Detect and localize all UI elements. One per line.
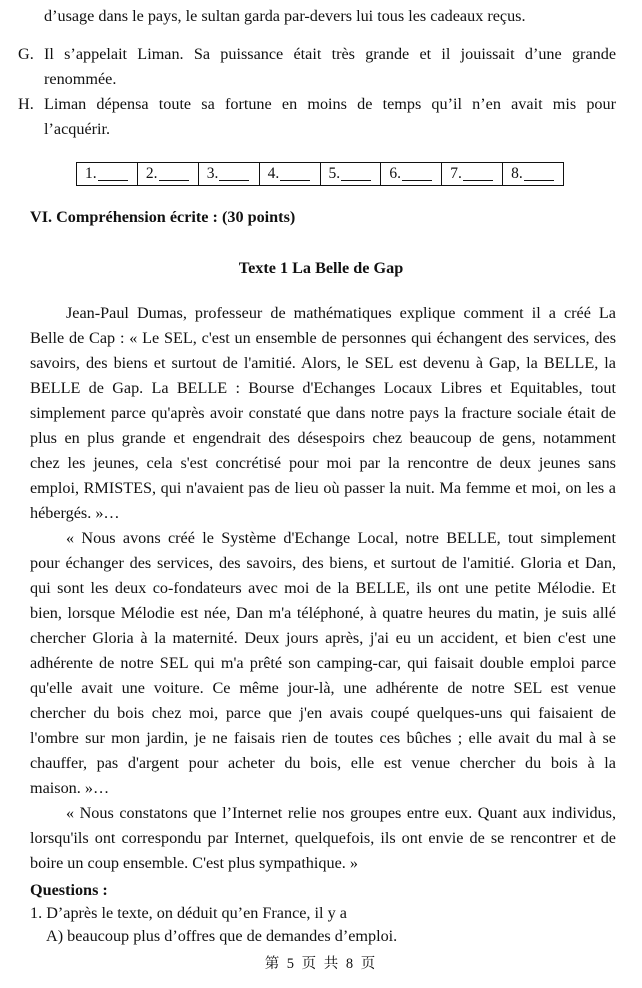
paragraph-1-line-5: simplement parce qu'après avoir constaté que dans notre pays la fracture sociale était de xyxy=(30,404,616,422)
paragraph-2-line-2: pour échanger des services, des savoirs, des biens, et surtout de l'amitié. Gloria et Dan, xyxy=(30,554,616,572)
answer-cell-6[interactable]: 6. xyxy=(381,163,442,185)
paragraph-1-line-2: Belle de Cap : « Le SEL, c'est un ensemble de personnes qui échangent des services, des xyxy=(30,329,616,347)
question-1-option-a: A) beaucoup plus d’offres que de demandes d’emploi. xyxy=(46,927,398,945)
paragraph-2-line-9: l'ombre sur mon jardin, je ne faisais rien de toutes ces bûches ; elle avait du mal à se xyxy=(30,729,616,747)
paragraph-2-line-11: maison. »… xyxy=(30,779,110,797)
paragraph-3-line-2: lorsqu'ils ont correspondu par Internet, quelquefois, ils ont envie de se rencontrer et de xyxy=(30,829,616,847)
option-g-label: G. xyxy=(18,45,34,63)
text-title: Texte 1 La Belle de Gap xyxy=(238,259,404,277)
answer-grid xyxy=(76,162,564,186)
paragraph-1-line-1: Jean-Paul Dumas, professeur de mathématiques explique comment il a créé La xyxy=(66,304,616,322)
paragraph-1-line-9: hébergés. »… xyxy=(30,504,120,522)
paragraph-1-line-6: plus en plus grande et engendrait des désespoirs chez beaucoup de gens, notamment xyxy=(30,429,616,447)
page-footer: 第 5 页 共 8 页 xyxy=(264,956,378,972)
section-heading: VI. Compréhension écrite : (30 points) xyxy=(30,208,296,226)
answer-cell-5[interactable]: 5. xyxy=(321,163,382,185)
answer-cell-1[interactable]: 1. xyxy=(77,163,138,185)
paragraph-2-line-6: adhérente de notre SEL qui m'a prêté son camping-car, qui faisait double emploi parce xyxy=(30,654,616,672)
paragraph-1-line-8: emploi, RMISTES, qui n'avaient pas de lieu où passer la nuit. Ma femme et moi, on les a xyxy=(30,479,616,497)
paragraph-2-line-7: qu'elle avait une voiture. Ce même jour-là, une adhérente de notre SEL est venue xyxy=(30,679,616,697)
paragraph-1-line-4: BELLE de Gap. La BELLE : Bourse d'Echanges Locaux Libres et Equitables, tout xyxy=(30,379,616,397)
paragraph-1-line-7: chez les jeunes, cela s'est concrétisé pour moi par la rencontre de deux jeunes sans xyxy=(30,454,616,472)
paragraph-2-line-8: chercher du bois chez moi, parce que j'en avais coupé quelques-uns qui faisaient de xyxy=(30,704,616,722)
paragraph-1-line-3: savoirs, des biens et surtout de l'amitié. Alors, le SEL est devenu à Gap, la BELLE, la xyxy=(30,354,616,372)
option-h-line-1: Liman dépensa toute sa fortune en moins de temps qu’il n’en avait mis pour xyxy=(44,95,616,113)
questions-heading: Questions : xyxy=(30,881,108,899)
option-f-continuation: d’usage dans le pays, le sultan garda par-devers lui tous les cadeaux reçus. xyxy=(44,7,526,25)
option-g-line-2: renommée. xyxy=(44,70,117,88)
answer-cell-2[interactable]: 2. xyxy=(138,163,199,185)
answer-cell-3[interactable]: 3. xyxy=(199,163,260,185)
answer-cell-8[interactable]: 8. xyxy=(503,163,563,185)
paragraph-2-line-10: chauffer, pas d'argent pour acheter du bois, elle est venue chercher du bois à la xyxy=(30,754,616,772)
paragraph-2-line-3: qui sont les deux co-fondateurs avec moi de la BELLE, ils ont une petite Mélodie. Et xyxy=(30,579,616,597)
answer-cell-7[interactable]: 7. xyxy=(442,163,503,185)
option-g-line-1: Il s’appelait Liman. Sa puissance était très grande et il jouissait d’une grande xyxy=(44,45,616,63)
paragraph-3-line-1: « Nous constatons que l’Internet relie nos groupes entre eux. Quant aux individus, xyxy=(66,804,616,822)
answer-cell-4[interactable]: 4. xyxy=(260,163,321,185)
question-1: 1. D’après le texte, on déduit qu’en France, il y a xyxy=(30,904,347,922)
paragraph-3-line-3: boire un coup ensemble. C'est plus sympathique. » xyxy=(30,854,358,872)
paragraph-2-line-1: « Nous avons créé le Système d'Echange Local, notre BELLE, tout simplement xyxy=(66,529,616,547)
paragraph-2-line-4: bien, lorsque Mélodie est née, Dan m'a téléphoné, à quatre heures du matin, je suis allé xyxy=(30,604,616,622)
option-h-label: H. xyxy=(18,95,34,113)
option-h-line-2: l’acquérir. xyxy=(44,120,111,138)
paragraph-2-line-5: chercher Gloria à la maternité. Deux jours après, j'ai eu un accident, et bien c'est une xyxy=(30,629,616,647)
